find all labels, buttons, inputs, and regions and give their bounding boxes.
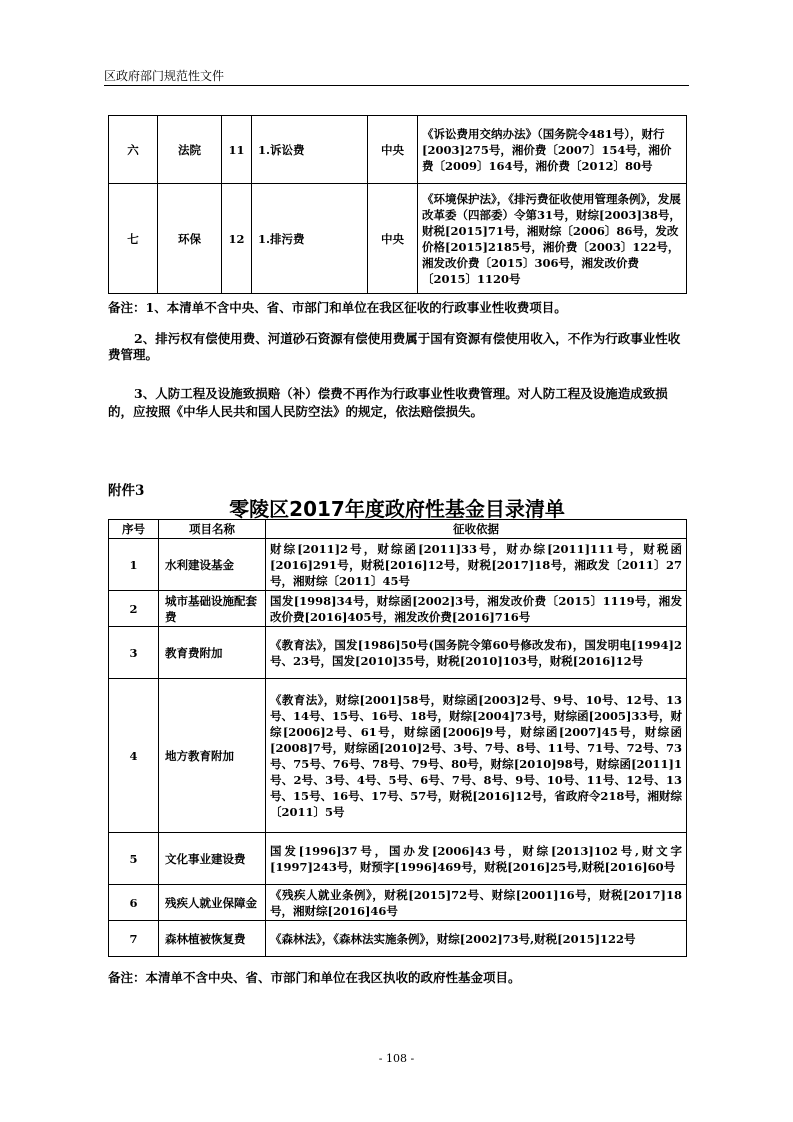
fee-table: [108, 115, 687, 294]
fee-level: 中央: [368, 184, 418, 294]
table-row: [109, 184, 687, 294]
table-row: [109, 116, 687, 184]
header-seq: 序号: [109, 520, 159, 539]
fund-table: [108, 519, 687, 957]
fee-item: 1.诉讼费: [252, 116, 368, 184]
page-title: 零陵区2017年度政府性基金目录清单: [229, 497, 565, 521]
category-no: 六: [109, 116, 158, 184]
fee-level: 中央: [368, 116, 418, 184]
table-header-row: [109, 520, 687, 539]
fund-name: 地方教育附加: [159, 679, 266, 833]
fund-name: 教育费附加: [159, 627, 266, 679]
fee-item: 1.排污费: [252, 184, 368, 294]
header-basis: 征收依据: [266, 520, 687, 539]
note-3: 3、人防工程及设施致损赔（补）偿费不再作为行政事业性收费管理。对人防工程及设施造成致损的，应按照《中华人民共和国人民防空法》的规定，依法赔偿损失。: [108, 386, 668, 419]
fund-basis: 国发[1998]34号，财综函[2002]3号，湘发改价费〔2015〕1119号，湘发改价费[2016]405号，湘发改价费[2016]716号: [266, 591, 687, 627]
note-2: 2、排污权有偿使用费、河道砂石资源有偿使用费属于国有资源有偿使用收入，不作为行政事业性收费管理。: [108, 331, 681, 362]
department: 法院: [158, 116, 222, 184]
table-row: [109, 679, 687, 833]
fund-basis: 《森林法》，《森林法实施条例》，财综[2002]73号,财税[2015]122号: [266, 921, 687, 957]
fund-basis: 《教育法》，财综[2001]58号，财综函[2003]2号、9号、10号、12号、13号、14号、15号、16号、18号，财综[2004]73号，财综函[2005]33号，财综[2006]2号、61号，财综函[2006]9号，财综函[2007]45号，财综函[2008]7号，财综函[2010]2号、3号、7号、8号、11号、71号、72号、73号、75号、76号、78号、79号、80号，财综[2010]98号，财综函[2011]1号、2号、3号、4号、5号、6号、7号、8号、9号、10号、11号、12号、13号、15号、16号、17号、57号，财税[2016]12号，省政府令218号，湘财综〔2011〕5号: [266, 679, 687, 833]
fund-name: 水利建设基金: [159, 539, 266, 591]
header-divider: [104, 85, 689, 86]
fund-basis: 财综[2011]2号，财综函[2011]33号，财办综[2011]111号，财税函[2016]291号，财税[2016]12号，财税[2017]18号，湘政发〔2011〕27号，湘财综〔2011〕45号: [266, 539, 687, 591]
fee-basis: 《环境保护法》，《排污费征收使用管理条例》，发展改革委（四部委）令第31号，财综[2003]38号，财税[2015]71号，湘财综〔2006〕86号，发改价格[2015]2185号，湘价费〔2003〕122号，湘发改价费〔2015〕306号，湘发改价费〔2015〕1120号: [418, 184, 687, 294]
table-row: [109, 627, 687, 679]
fund-seq: 2: [109, 591, 159, 627]
note-1: 备注：1、本清单不含中央、省、市部门和单位在我区征收的行政事业性收费项目。: [108, 300, 567, 315]
fund-seq: 3: [109, 627, 159, 679]
fee-basis: 《诉讼费用交纳办法》（国务院令481号），财行[2003]275号，湘价费〔2007〕154号，湘价费〔2009〕164号，湘价费〔2012〕80号: [418, 116, 687, 184]
table-row: [109, 539, 687, 591]
running-header: 区政府部门规范性文件: [104, 69, 225, 83]
item-number: 12: [222, 184, 252, 294]
fund-name: 文化事业建设费: [159, 833, 266, 885]
header-name: 项目名称: [159, 520, 266, 539]
fund-seq: 7: [109, 921, 159, 957]
attachment-label: 附件3: [108, 483, 145, 499]
fund-name: 城市基础设施配套费: [159, 591, 266, 627]
fund-basis: 《教育法》，国发[1986]50号(国务院令第60号修改发布)，国发明电[1994]2号、23号，国发[2010]35号，财税[2010]103号，财税[2016]12号: [266, 627, 687, 679]
fund-name: 残疾人就业保障金: [159, 885, 266, 921]
table-row: [109, 833, 687, 885]
fund-seq: 4: [109, 679, 159, 833]
fund-seq: 6: [109, 885, 159, 921]
fund-seq: 1: [109, 539, 159, 591]
department: 环保: [158, 184, 222, 294]
category-no: 七: [109, 184, 158, 294]
page-number: - 108 -: [378, 1052, 415, 1065]
item-number: 11: [222, 116, 252, 184]
table-row: [109, 921, 687, 957]
table-row: [109, 885, 687, 921]
table-row: [109, 591, 687, 627]
fund-basis: 国发[1996]37号，国办发[2006]43号，财综[2013]102号,财文字[1997]243号，财预字[1996]469号，财税[2016]25号,财税[2016]60号: [266, 833, 687, 885]
fund-name: 森林植被恢复费: [159, 921, 266, 957]
note-fund: 备注：本清单不含中央、省、市部门和单位在我区执收的政府性基金项目。: [108, 970, 521, 985]
fund-seq: 5: [109, 833, 159, 885]
fund-basis: 《残疾人就业条例》，财税[2015]72号、财综[2001]16号，财税[2017]18号，湘财综[2016]46号: [266, 885, 687, 921]
